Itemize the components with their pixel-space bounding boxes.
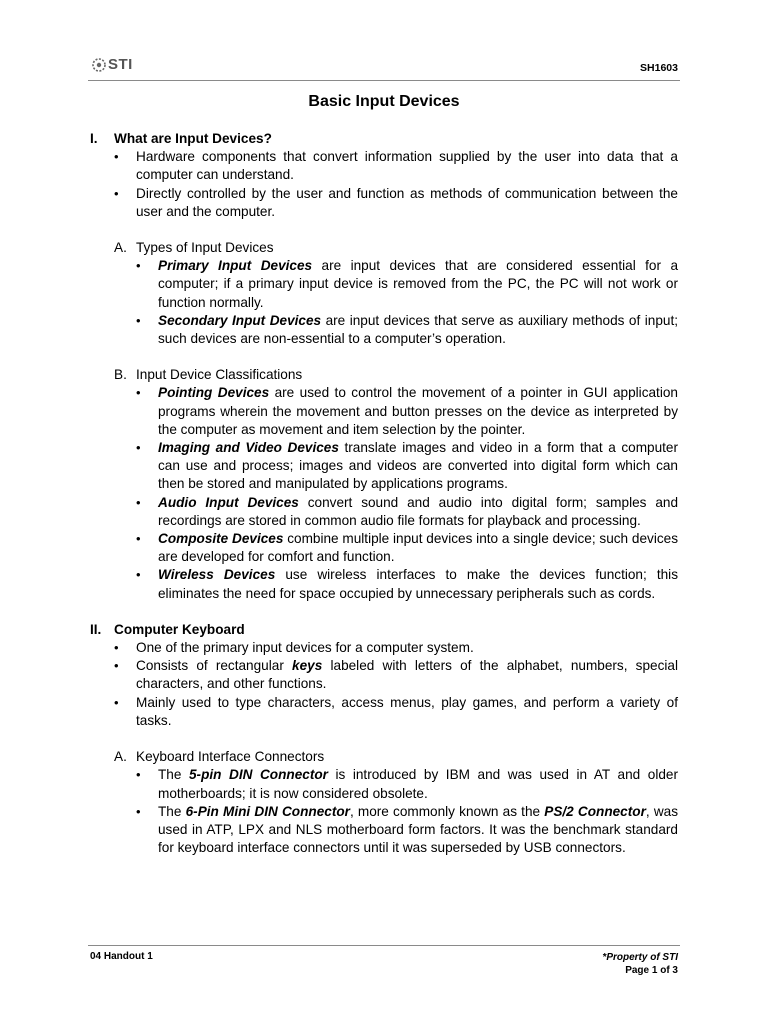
list-item: • Consists of rectangular keys labeled with letters of the alphabet, numbers, special characters, and other functions. [114, 657, 678, 693]
footer-handout-label: 04 Handout 1 [90, 951, 153, 962]
subsection-1a-heading: A. Types of Input Devices [114, 240, 274, 256]
page-title: Basic Input Devices [308, 93, 460, 110]
bullet-icon: • [136, 767, 141, 783]
list-item: • Pointing Devices are used to control the movement of a pointer in GUI application programs wherein the movement and button presses on the device as interpreted by the computer as movement and item selection by the pointer. [136, 384, 678, 439]
term-audio-input-devices: Audio Input Devices [158, 494, 299, 510]
list-item: • One of the primary input devices for a computer system. [114, 639, 678, 657]
term-pointing-devices: Pointing Devices [158, 385, 270, 401]
list-item: • Imaging and Video Devices translate images and video in a form that a computer can use and process; images and videos are converted into digital form which can then be stored and manipulated by applications programs. [136, 439, 678, 494]
term-keys: keys [292, 658, 323, 674]
section-2-title: Computer Keyboard [114, 621, 245, 637]
term-6-pin-mini-din: 6-Pin Mini DIN Connector [185, 803, 350, 819]
list-item: • The 5-pin DIN Connector is introduced by IBM and was used in AT and older motherboards; it is now considered obsolete. [136, 766, 678, 802]
section-1-heading [90, 130, 678, 148]
logo-text: STI [108, 56, 133, 73]
list-item: • Secondary Input Devices are input devices that serve as auxiliary methods of input; such devices are non-essential to a computer’s operation. [136, 312, 678, 348]
list-item: • Audio Input Devices convert sound and audio into digital form; samples and recordings are stored in common audio file formats for playback and processing. [136, 494, 678, 530]
term-composite-devices: Composite Devices [158, 531, 284, 547]
term-wireless-devices: Wireless Devices [158, 567, 276, 583]
list-item: • Wireless Devices use wireless interfaces to make the devices function; this eliminates the need for space occupied by unnecessary peripherals such as cords. [136, 566, 678, 602]
bullet-icon: • [114, 185, 119, 201]
bullet-icon: • [136, 440, 141, 456]
subsection-2a-heading: A. Keyboard Interface Connectors [114, 749, 325, 765]
term-secondary-input-devices: Secondary Input Devices [158, 312, 322, 328]
term-ps2-connector: PS/2 Connector [544, 803, 646, 819]
bullet-icon: • [136, 494, 141, 510]
list-item: • Mainly used to type characters, access menus, play games, and perform a variety of tasks. [114, 694, 678, 730]
list-item: • Hardware components that convert information supplied by the user into data that a computer can understand. [114, 148, 678, 184]
sti-logo-icon [92, 57, 106, 73]
bullet-icon: • [136, 258, 141, 274]
document-code: SH1603 [640, 62, 678, 74]
bullet-icon: • [114, 658, 119, 674]
bullet-icon: • [136, 385, 141, 401]
bullet-icon: • [136, 803, 141, 819]
bullet-icon: • [114, 149, 119, 165]
list-item: • Primary Input Devices are input devices that are considered essential for a computer; if a primary input device is removed from the PC, the PC will not work or function normally. [136, 257, 678, 312]
page-number: Page 1 of 3 [625, 965, 678, 976]
bullet-icon: • [136, 531, 141, 547]
bullet-icon: • [136, 312, 141, 328]
section-1-title: What are Input Devices? [114, 131, 272, 146]
bullet-icon: • [114, 640, 119, 656]
bullet-icon: • [114, 694, 119, 710]
term-5-pin-din: 5-pin DIN Connector [188, 767, 328, 783]
list-item: • Directly controlled by the user and function as methods of communication between the user and the computer. [114, 185, 678, 221]
section-2-heading [90, 621, 678, 639]
header-divider [88, 80, 680, 81]
section-2-number: II. [90, 621, 102, 637]
list-item: • Composite Devices combine multiple input devices into a single device; such devices are developed for comfort and function. [136, 530, 678, 566]
list-item: • The 6-Pin Mini DIN Connector, more commonly known as the PS/2 Connector, was used in ATP, LPX and NLS motherboard form factors. It was the benchmark standard for keyboard interface connectors until it was superseded by USB connectors. [136, 803, 678, 858]
sti-logo [92, 56, 133, 73]
term-imaging-video-devices: Imaging and Video Devices [158, 440, 339, 456]
term-primary-input-devices: Primary Input Devices [158, 258, 313, 274]
footer-property: *Property of STI [602, 952, 678, 963]
subsection-1b-heading: B. Input Device Classifications [114, 367, 303, 383]
footer-right [602, 951, 678, 977]
document-body [90, 130, 678, 857]
footer-divider [88, 945, 680, 946]
bullet-icon: • [136, 567, 141, 583]
section-1-number: I. [90, 131, 98, 146]
